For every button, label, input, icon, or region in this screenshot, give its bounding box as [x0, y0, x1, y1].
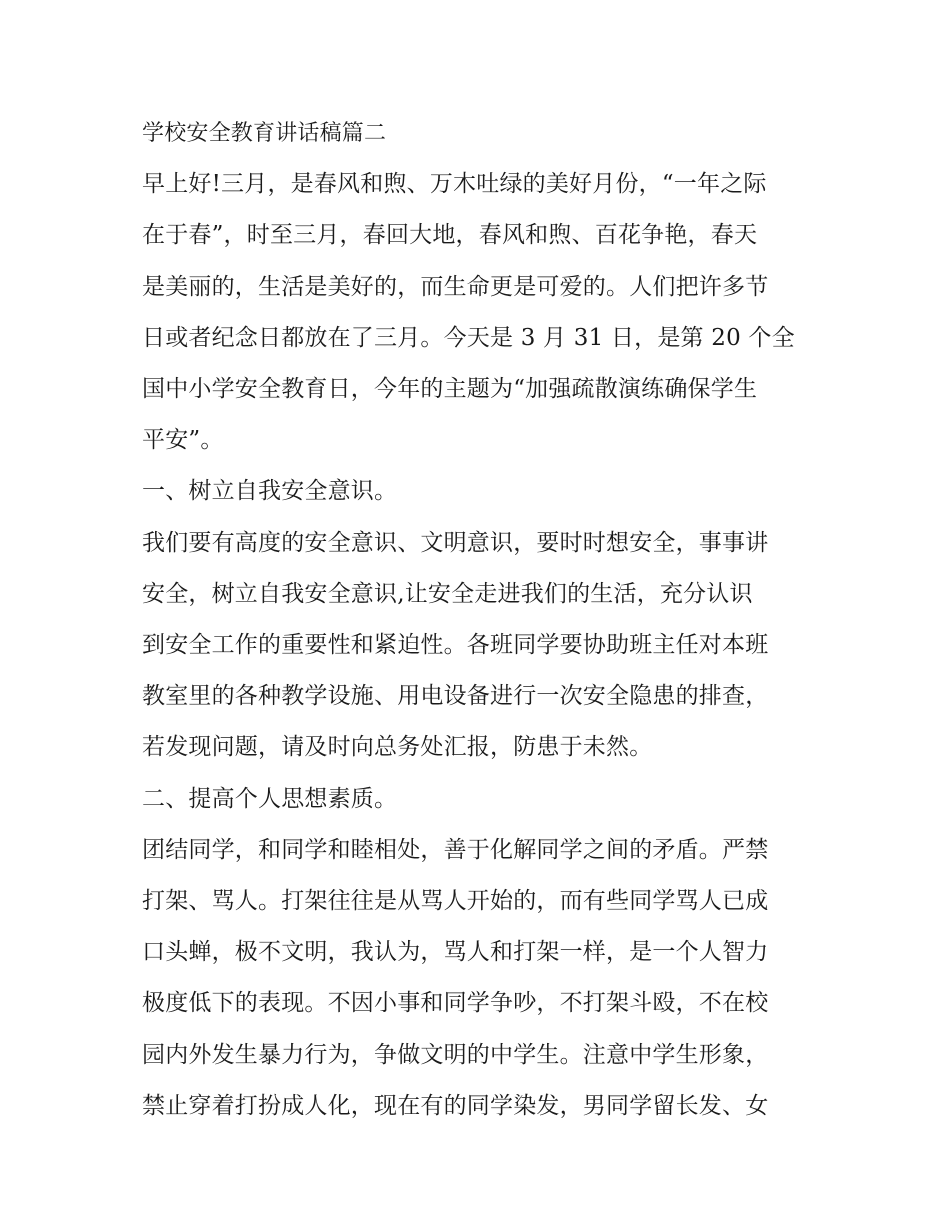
text-line: 到安全工作的重要性和紧迫性。各班同学要协助班主任对本班	[142, 632, 769, 659]
text-line: 打架、骂人。打架往往是从骂人开始的，而有些同学骂人已成	[142, 888, 769, 915]
document-title: 学校安全教育讲话稿篇二	[142, 121, 387, 146]
text-line: 团结同学，和同学和睦相处，善于化解同学之间的矛盾。严禁	[142, 836, 769, 863]
section-heading: 二、提高个人思想素质。	[142, 785, 398, 812]
section-heading: 一、树立自我安全意识。	[142, 478, 398, 505]
text-line: 早上好!三月，是春风和煦、万木吐绿的美好月份，“一年之际	[142, 171, 767, 198]
text-line: 安全，树立自我安全意识,让安全走进我们的生活，充分认识	[142, 580, 753, 607]
text-line: 教室里的各种教学设施、用电设备进行一次安全隐患的排查，	[142, 683, 769, 710]
text-line: 口头蝉，极不文明，我认为，骂人和打架一样，是一个人智力	[142, 939, 769, 966]
text-line: 园内外发生暴力行为，争做文明的中学生。注意中学生形象，	[142, 1041, 769, 1068]
text-line: 日或者纪念日都放在了三月。今天是 3 月 31 日，是第 20 个全	[142, 324, 795, 351]
text-line: 我们要有高度的安全意识、文明意识，要时时想安全，事事讲	[142, 529, 769, 556]
text-line: 禁止穿着打扮成人化，现在有的同学染发，男同学留长发、女	[142, 1092, 769, 1119]
text-line: 在于春”，时至三月，春回大地，春风和煦、百花争艳，春天	[142, 222, 758, 249]
document-body	[142, 108, 818, 1132]
text-line: 极度低下的表现。不因小事和同学争吵，不打架斗殴，不在校	[142, 990, 769, 1017]
text-line: 国中小学安全教育日，今年的主题为“加强疏散演练确保学生	[142, 376, 758, 403]
text-line: 是美丽的，生活是美好的，而生命更是可爱的。人们把许多节	[142, 273, 769, 300]
text-line: 平安”。	[142, 427, 224, 454]
text-line: 若发现问题，请及时向总务处汇报，防患于未然。	[142, 734, 653, 761]
